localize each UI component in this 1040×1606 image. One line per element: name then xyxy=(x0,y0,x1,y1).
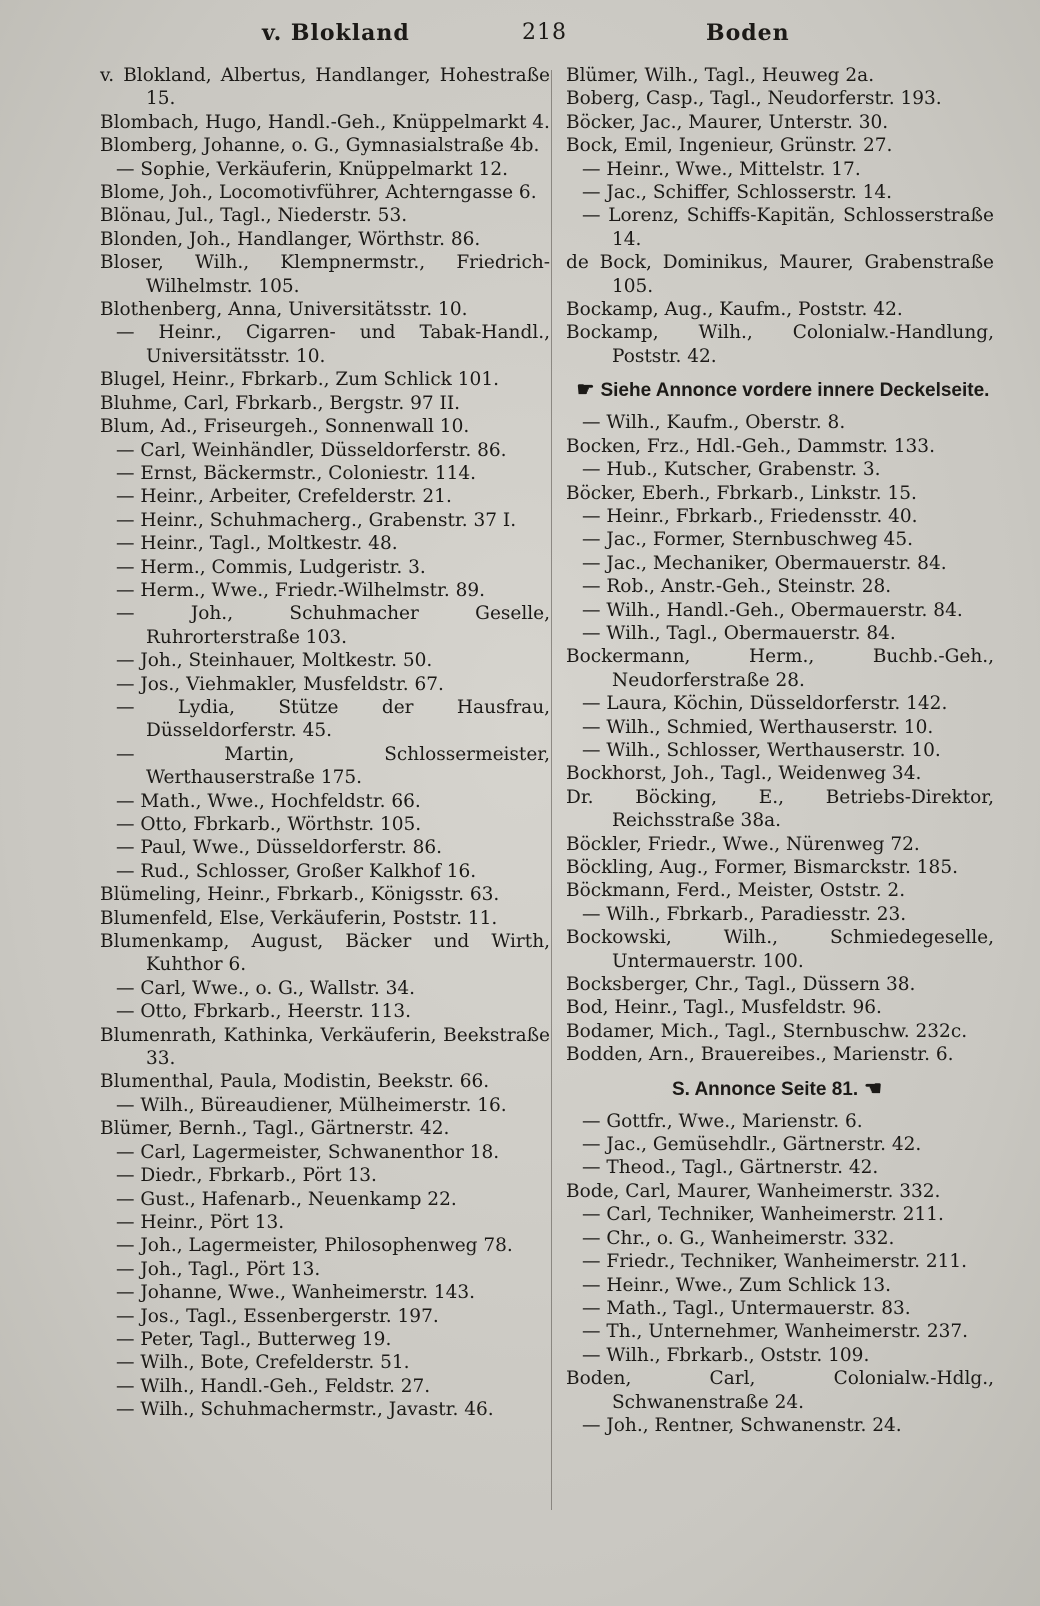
directory-entry: — Wilh., Kaufm., Oberstr. 8. xyxy=(582,412,846,434)
directory-entry: Böckling, Aug., Former, Bismarckstr. 185. xyxy=(566,857,958,878)
directory-entry: — Math., Tagl., Untermauerstr. 83. xyxy=(582,1297,911,1319)
directory-entry: — Jos., Tagl., Essenbergerstr. 197. xyxy=(116,1305,439,1327)
directory-entry: — Joh., Schuhmacher Geselle, Ruhrorterstraße 103. xyxy=(116,603,550,648)
directory-entry: Böcker, Jac., Maurer, Unterstr. 30. xyxy=(566,111,889,133)
directory-entry: — Wilh., Handl.-Geh., Feldstr. 27. xyxy=(116,1375,431,1397)
directory-entry: — Heinr., Fbrkarb., Friedensstr. 40. xyxy=(582,505,918,527)
directory-entry: — Joh., Tagl., Pört 13. xyxy=(116,1258,321,1280)
directory-entry: — Wilh., Handl.-Geh., Obermauerstr. 84. xyxy=(582,599,963,621)
running-header xyxy=(0,20,1040,56)
directory-entry: — Jos., Viehmakler, Musfeldstr. 67. xyxy=(116,673,444,695)
directory-entry: — Peter, Tagl., Butterweg 19. xyxy=(116,1328,392,1350)
directory-entry: Bockowski, Wilh., Schmiedegeselle, Untermauerstr. 100. xyxy=(566,927,994,972)
directory-entry: — Wilh., Schlosser, Werthauserstr. 10. xyxy=(582,739,941,761)
directory-entry: Blugel, Heinr., Fbrkarb., Zum Schlick 101. xyxy=(100,369,499,391)
directory-entry: — Wilh., Büreaudiener, Mülheimerstr. 16. xyxy=(116,1094,507,1116)
directory-entry: — Joh., Lagermeister, Philosophenweg 78. xyxy=(116,1235,513,1257)
directory-entry: — Jac., Former, Sternbuschweg 45. xyxy=(582,529,913,551)
left-column xyxy=(100,64,550,1422)
directory-entry: — Th., Unternehmer, Wanheimerstr. 237. xyxy=(582,1321,969,1343)
directory-entry: Bockamp, Aug., Kaufm., Poststr. 42. xyxy=(566,299,903,321)
directory-entry: Blumenfeld, Else, Verkäuferin, Poststr. 11. xyxy=(100,907,498,929)
directory-entry: — Lydia, Stütze der Hausfrau, Düsseldorferstr. 45. xyxy=(116,696,550,742)
right-column-section-c xyxy=(566,1110,994,1438)
annonce-notice-2 xyxy=(566,1077,994,1102)
directory-entry: — Joh., Rentner, Schwanenstr. 24. xyxy=(582,1414,902,1436)
directory-entry: — Johanne, Wwe., Wanheimerstr. 143. xyxy=(116,1282,476,1304)
directory-entry: Boden, Carl, Colonialw.-Hdlg., Schwanenstraße 24. xyxy=(566,1368,994,1413)
directory-entry: — Heinr., Schuhmacherg., Grabenstr. 37 I. xyxy=(116,509,517,531)
directory-entry: — Carl, Weinhändler, Düsseldorferstr. 86. xyxy=(116,439,507,461)
directory-entry: — Paul, Wwe., Düsseldorferstr. 86. xyxy=(116,837,443,859)
directory-entry: — Rud., Schlosser, Großer Kalkhof 16. xyxy=(116,860,477,882)
pointing-hand-icon: ☛ xyxy=(576,379,595,402)
directory-entry: — Math., Wwe., Hochfeldstr. 66. xyxy=(116,790,421,812)
directory-entry: — Wilh., Fbrkarb., Paradiesstr. 23. xyxy=(582,903,907,925)
directory-entry: Bockermann, Herm., Buchb.-Geh., Neudorferstraße 28. xyxy=(566,646,994,691)
directory-entry: Dr. Böcking, E., Betriebs-Direktor, Reichsstraße 38a. xyxy=(566,786,994,832)
directory-entry: Böckler, Friedr., Wwe., Nürenweg 72. xyxy=(566,833,920,855)
directory-entry: — Hub., Kutscher, Grabenstr. 3. xyxy=(582,459,881,481)
directory-entry: — Wilh., Schuhmachermstr., Javastr. 46. xyxy=(116,1399,494,1421)
directory-entry: — Jac., Schiffer, Schlosserstr. 14. xyxy=(582,182,893,204)
directory-entry: — Otto, Fbrkarb., Heerstr. 113. xyxy=(116,1001,411,1023)
directory-entry: Blümeling, Heinr., Fbrkarb., Königsstr. 63. xyxy=(100,884,500,906)
directory-entry: — Heinr., Wwe., Mittelstr. 17. xyxy=(582,158,861,180)
directory-entry: Boberg, Casp., Tagl., Neudorferstr. 193. xyxy=(566,88,942,110)
pointing-hand-icon: ☚ xyxy=(864,1077,883,1100)
right-column-section-b xyxy=(566,411,994,1066)
directory-entry: — Wilh., Fbrkarb., Oststr. 109. xyxy=(582,1344,870,1366)
directory-entry: — Martin, Schlossermeister, Werthauserstraße 175. xyxy=(116,743,550,789)
directory-entry: — Carl, Lagermeister, Schwanenthor 18. xyxy=(116,1141,500,1163)
directory-entry: — Chr., o. G., Wanheimerstr. 332. xyxy=(582,1227,895,1249)
directory-entry: Blumenkamp, August, Bäcker und Wirth, Kuhthor 6. xyxy=(100,931,550,976)
directory-entry: — Gust., Hafenarb., Neuenkamp 22. xyxy=(116,1188,457,1210)
directory-entry: Blombach, Hugo, Handl.-Geh., Knüppelmarkt 4. xyxy=(100,111,550,133)
right-column xyxy=(566,64,994,1437)
directory-entry: Blome, Joh., Locomotivführer, Achterngasse 6. xyxy=(100,182,537,204)
header-left-catchword: v. Blokland xyxy=(262,20,410,46)
directory-entry: — Rob., Anstr.-Geh., Steinstr. 28. xyxy=(582,576,892,598)
header-right-catchword: Boden xyxy=(706,20,790,46)
directory-entry: — Friedr., Techniker, Wanheimerstr. 211. xyxy=(582,1251,968,1273)
directory-entry: Bodamer, Mich., Tagl., Sternbuschw. 232c. xyxy=(566,1020,968,1042)
directory-entry: — Herm., Wwe., Friedr.-Wilhelmstr. 89. xyxy=(116,579,486,601)
directory-entry: — Ernst, Bäckermstr., Coloniestr. 114. xyxy=(116,462,477,484)
directory-entry: — Jac., Mechaniker, Obermauerstr. 84. xyxy=(582,552,947,574)
directory-entry: Böcker, Eberh., Fbrkarb., Linkstr. 15. xyxy=(566,482,917,504)
directory-entry: Bock, Emil, Ingenieur, Grünstr. 27. xyxy=(566,135,893,157)
directory-entry: — Carl, Techniker, Wanheimerstr. 211. xyxy=(582,1204,944,1226)
directory-entry: Blomberg, Johanne, o. G., Gymnasialstraße 4b. xyxy=(100,135,540,157)
directory-entry: — Heinr., Wwe., Zum Schlick 13. xyxy=(582,1274,892,1296)
notice-2-text: S. Annonce Seite 81. xyxy=(671,1078,859,1100)
directory-entry: — Theod., Tagl., Gärtnerstr. 42. xyxy=(582,1157,879,1179)
directory-entry: — Wilh., Bote, Crefelderstr. 51. xyxy=(116,1352,410,1374)
directory-entry: — Lorenz, Schiffs-Kapitän, Schlosserstraße 14. xyxy=(582,205,994,250)
directory-entry: Blümer, Bernh., Tagl., Gärtnerstr. 42. xyxy=(100,1118,450,1140)
directory-entry: — Laura, Köchin, Düsseldorferstr. 142. xyxy=(582,693,948,715)
directory-entry: — Heinr., Cigarren- und Tabak-Handl., Universitätsstr. 10. xyxy=(116,322,550,367)
directory-entry: Blonden, Joh., Handlanger, Wörthstr. 86. xyxy=(100,228,481,250)
directory-entry: — Wilh., Tagl., Obermauerstr. 84. xyxy=(582,622,896,644)
directory-entry: Blothenberg, Anna, Universitätsstr. 10. xyxy=(100,299,468,321)
directory-entry: — Otto, Fbrkarb., Wörthstr. 105. xyxy=(116,814,422,835)
directory-entry: — Jac., Gemüsehdlr., Gärtnerstr. 42. xyxy=(582,1134,922,1156)
directory-entry: Bluhme, Carl, Fbrkarb., Bergstr. 97 II. xyxy=(100,392,461,414)
directory-entry: Bocksberger, Chr., Tagl., Düssern 38. xyxy=(566,974,916,996)
directory-entry: Blumenrath, Kathinka, Verkäuferin, Beekstraße 33. xyxy=(100,1024,550,1070)
directory-entry: Bockamp, Wilh., Colonialw.-Handlung, Poststr. 42. xyxy=(566,322,994,367)
directory-entry: v. Blokland, Albertus, Handlanger, Hohestraße 15. xyxy=(100,65,550,110)
directory-entry: Bode, Carl, Maurer, Wanheimerstr. 332. xyxy=(566,1180,941,1202)
directory-entry: — Wilh., Schmied, Werthauserstr. 10. xyxy=(582,716,934,738)
directory-entry: — Joh., Steinhauer, Moltkestr. 50. xyxy=(116,650,433,672)
column-divider xyxy=(551,70,552,1510)
directory-entry: — Heinr., Arbeiter, Crefelderstr. 21. xyxy=(116,486,452,508)
directory-entry: — Diedr., Fbrkarb., Pört 13. xyxy=(116,1165,377,1187)
directory-entry: Bodden, Arn., Brauereibes., Marienstr. 6. xyxy=(566,1044,954,1066)
directory-entry: — Heinr., Pört 13. xyxy=(116,1211,285,1233)
directory-entry: — Sophie, Verkäuferin, Knüppelmarkt 12. xyxy=(116,158,508,180)
directory-entry: Bod, Heinr., Tagl., Musfeldstr. 96. xyxy=(566,997,882,1019)
directory-entry: Bockhorst, Joh., Tagl., Weidenweg 34. xyxy=(566,763,922,785)
directory-entry: Blumenthal, Paula, Modistin, Beekstr. 66. xyxy=(100,1071,490,1093)
page-number: 218 xyxy=(522,20,567,45)
directory-entry: — Herm., Commis, Ludgeristr. 3. xyxy=(116,556,426,578)
directory-entry: Blum, Ad., Friseurgeh., Sonnenwall 10. xyxy=(100,416,470,438)
right-column-section-a xyxy=(566,64,994,368)
directory-entry: Blümer, Wilh., Tagl., Heuweg 2a. xyxy=(566,65,875,86)
directory-entry: — Carl, Wwe., o. G., Wallstr. 34. xyxy=(116,977,416,999)
directory-entry: — Heinr., Tagl., Moltkestr. 48. xyxy=(116,533,398,555)
directory-entry: Böckmann, Ferd., Meister, Oststr. 2. xyxy=(566,880,906,902)
directory-entry: — Gottfr., Wwe., Marienstr. 6. xyxy=(582,1110,863,1132)
annonce-notice-1 xyxy=(566,378,994,403)
directory-entry: Bloser, Wilh., Klempnermstr., Friedrich-Wilhelmstr. 105. xyxy=(100,252,550,297)
directory-entry: Bocken, Frz., Hdl.-Geh., Dammstr. 133. xyxy=(566,435,935,457)
directory-entry: de Bock, Dominikus, Maurer, Grabenstraße 105. xyxy=(566,252,994,297)
directory-entry: Blönau, Jul., Tagl., Niederstr. 53. xyxy=(100,205,408,227)
notice-1-text: Siehe Annonce vordere innere Deckelseite. xyxy=(600,380,990,402)
